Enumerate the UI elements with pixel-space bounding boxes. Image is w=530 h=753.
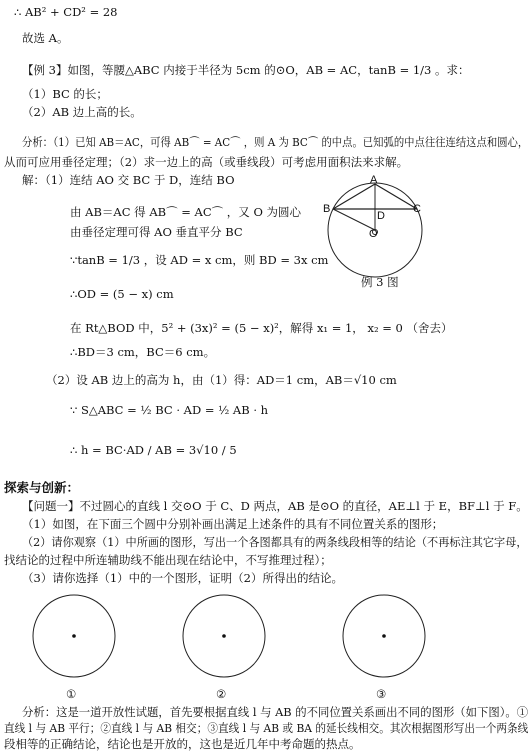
problem-1-part-2-cont: 找结论的过程中所连辅助线不能出现在结论中，不写推理过程）； (4, 553, 332, 567)
solution-part-2: （2）设 AB 边上的高为 h，由（1）得：AD＝1 cm，AB＝√10 cm (46, 373, 397, 387)
example-3-statement: 【例 3】如图，等腰△ABC 内接于半径为 5cm 的⊙O，AB = AC，tanB = 1/3 。求： (22, 63, 470, 77)
circle-2-label: ② (216, 687, 227, 701)
circle-1-label: ① (66, 687, 77, 701)
analysis-line-1: 分析：（1）已知 AB＝AC，可得 AB⌒ = AC⌒ ，则 A 为 BC⌒ 的中点。已知弧的中点往往连结这点和圆心， (22, 135, 529, 149)
label-d: D (377, 210, 385, 222)
answer-line: 故选 A。 (22, 31, 69, 45)
solution-step-5: ∴OD = (5 − x) cm (70, 287, 174, 301)
question-2: （2）AB 边上高的长。 (22, 105, 142, 119)
label-b: B (323, 203, 331, 215)
area-equation: ∵ S△ABC = ½ BC · AD = ½ AB · h (70, 403, 269, 417)
analysis-line-2: 从而可应用垂径定理；（2）求一边上的高（或垂线段）可考虑用面积法来求解。 (4, 155, 409, 169)
circle-3-label: ③ (376, 687, 387, 701)
section-heading: 探索与创新： (4, 480, 80, 495)
height-result: ∴ h = BC·AD / AB = 3√10 / 5 (70, 443, 237, 457)
circle-1-center (72, 634, 76, 638)
question-1: （1）BC 的长； (22, 87, 108, 101)
analysis-2-line-2: 直线 l 与 AB 平行；②直线 l 与 AB 相交；③直线 l 与 AB 或 BA 的延长线相交。其次根据图形写出一个两条线 (4, 721, 529, 735)
label-c: C (413, 203, 421, 215)
solution-step-3: 由垂径定理可得 AO 垂直平分 BC (70, 225, 243, 239)
solution-step-4: ∵tanB = 1/3 ，设 AD = x cm，则 BD = 3x cm (70, 253, 329, 267)
analysis-2-line-3: 段相等的正确结论，结论也是开放的，这也是近几年中考命题的热点。 (4, 737, 361, 751)
solution-step-1: 解：（1）连结 AO 交 BC 于 D，连结 BO (22, 173, 235, 187)
figure-caption: 例 3 图 (361, 275, 399, 289)
solution-step-6: 在 Rt△BOD 中，5² + (3x)² = (5 − x)²，解得 x₁ = 1， x₂ = 0 （舍去） (70, 321, 453, 335)
circle-2-center (222, 634, 226, 638)
problem-1-statement: 【问题一】不过圆心的直线 l 交⊙O 于 C、D 两点，AB 是⊙O 的直径，AE⊥l 于 E，BF⊥l 于 F。 (22, 499, 528, 513)
problem-1-part-2: （2）请你观察（1）中所画的图形，写出一个各图都具有的两条线段相等的结论（不再标注其它字母， (22, 535, 528, 549)
blank-circles (0, 592, 530, 692)
segment-bo (333, 209, 375, 230)
circle-3-center (382, 634, 386, 638)
analysis-2-line-1: 分析：这是一道开放性试题，首先要根据直线 l 与 AB 的不同位置关系画出不同的图形（如下图）。① (22, 705, 529, 719)
solution-step-2: 由 AB＝AC 得 AB⌒ = AC⌒ ，又 O 为圆心 (70, 205, 302, 219)
problem-1-part-3: （3）请你选择（1）中的一个图形，证明（2）所得出的结论。 (22, 571, 343, 585)
label-o: O (369, 228, 378, 240)
solution-step-7: ∴BD＝3 cm，BC＝6 cm。 (70, 345, 216, 359)
label-a: A (370, 174, 378, 186)
equation-line: ∴ AB² + CD² = 28 (14, 5, 118, 19)
problem-1-part-1: （1）如图，在下面三个圆中分别补画出满足上述条件的具有不同位置关系的图形； (22, 517, 444, 531)
